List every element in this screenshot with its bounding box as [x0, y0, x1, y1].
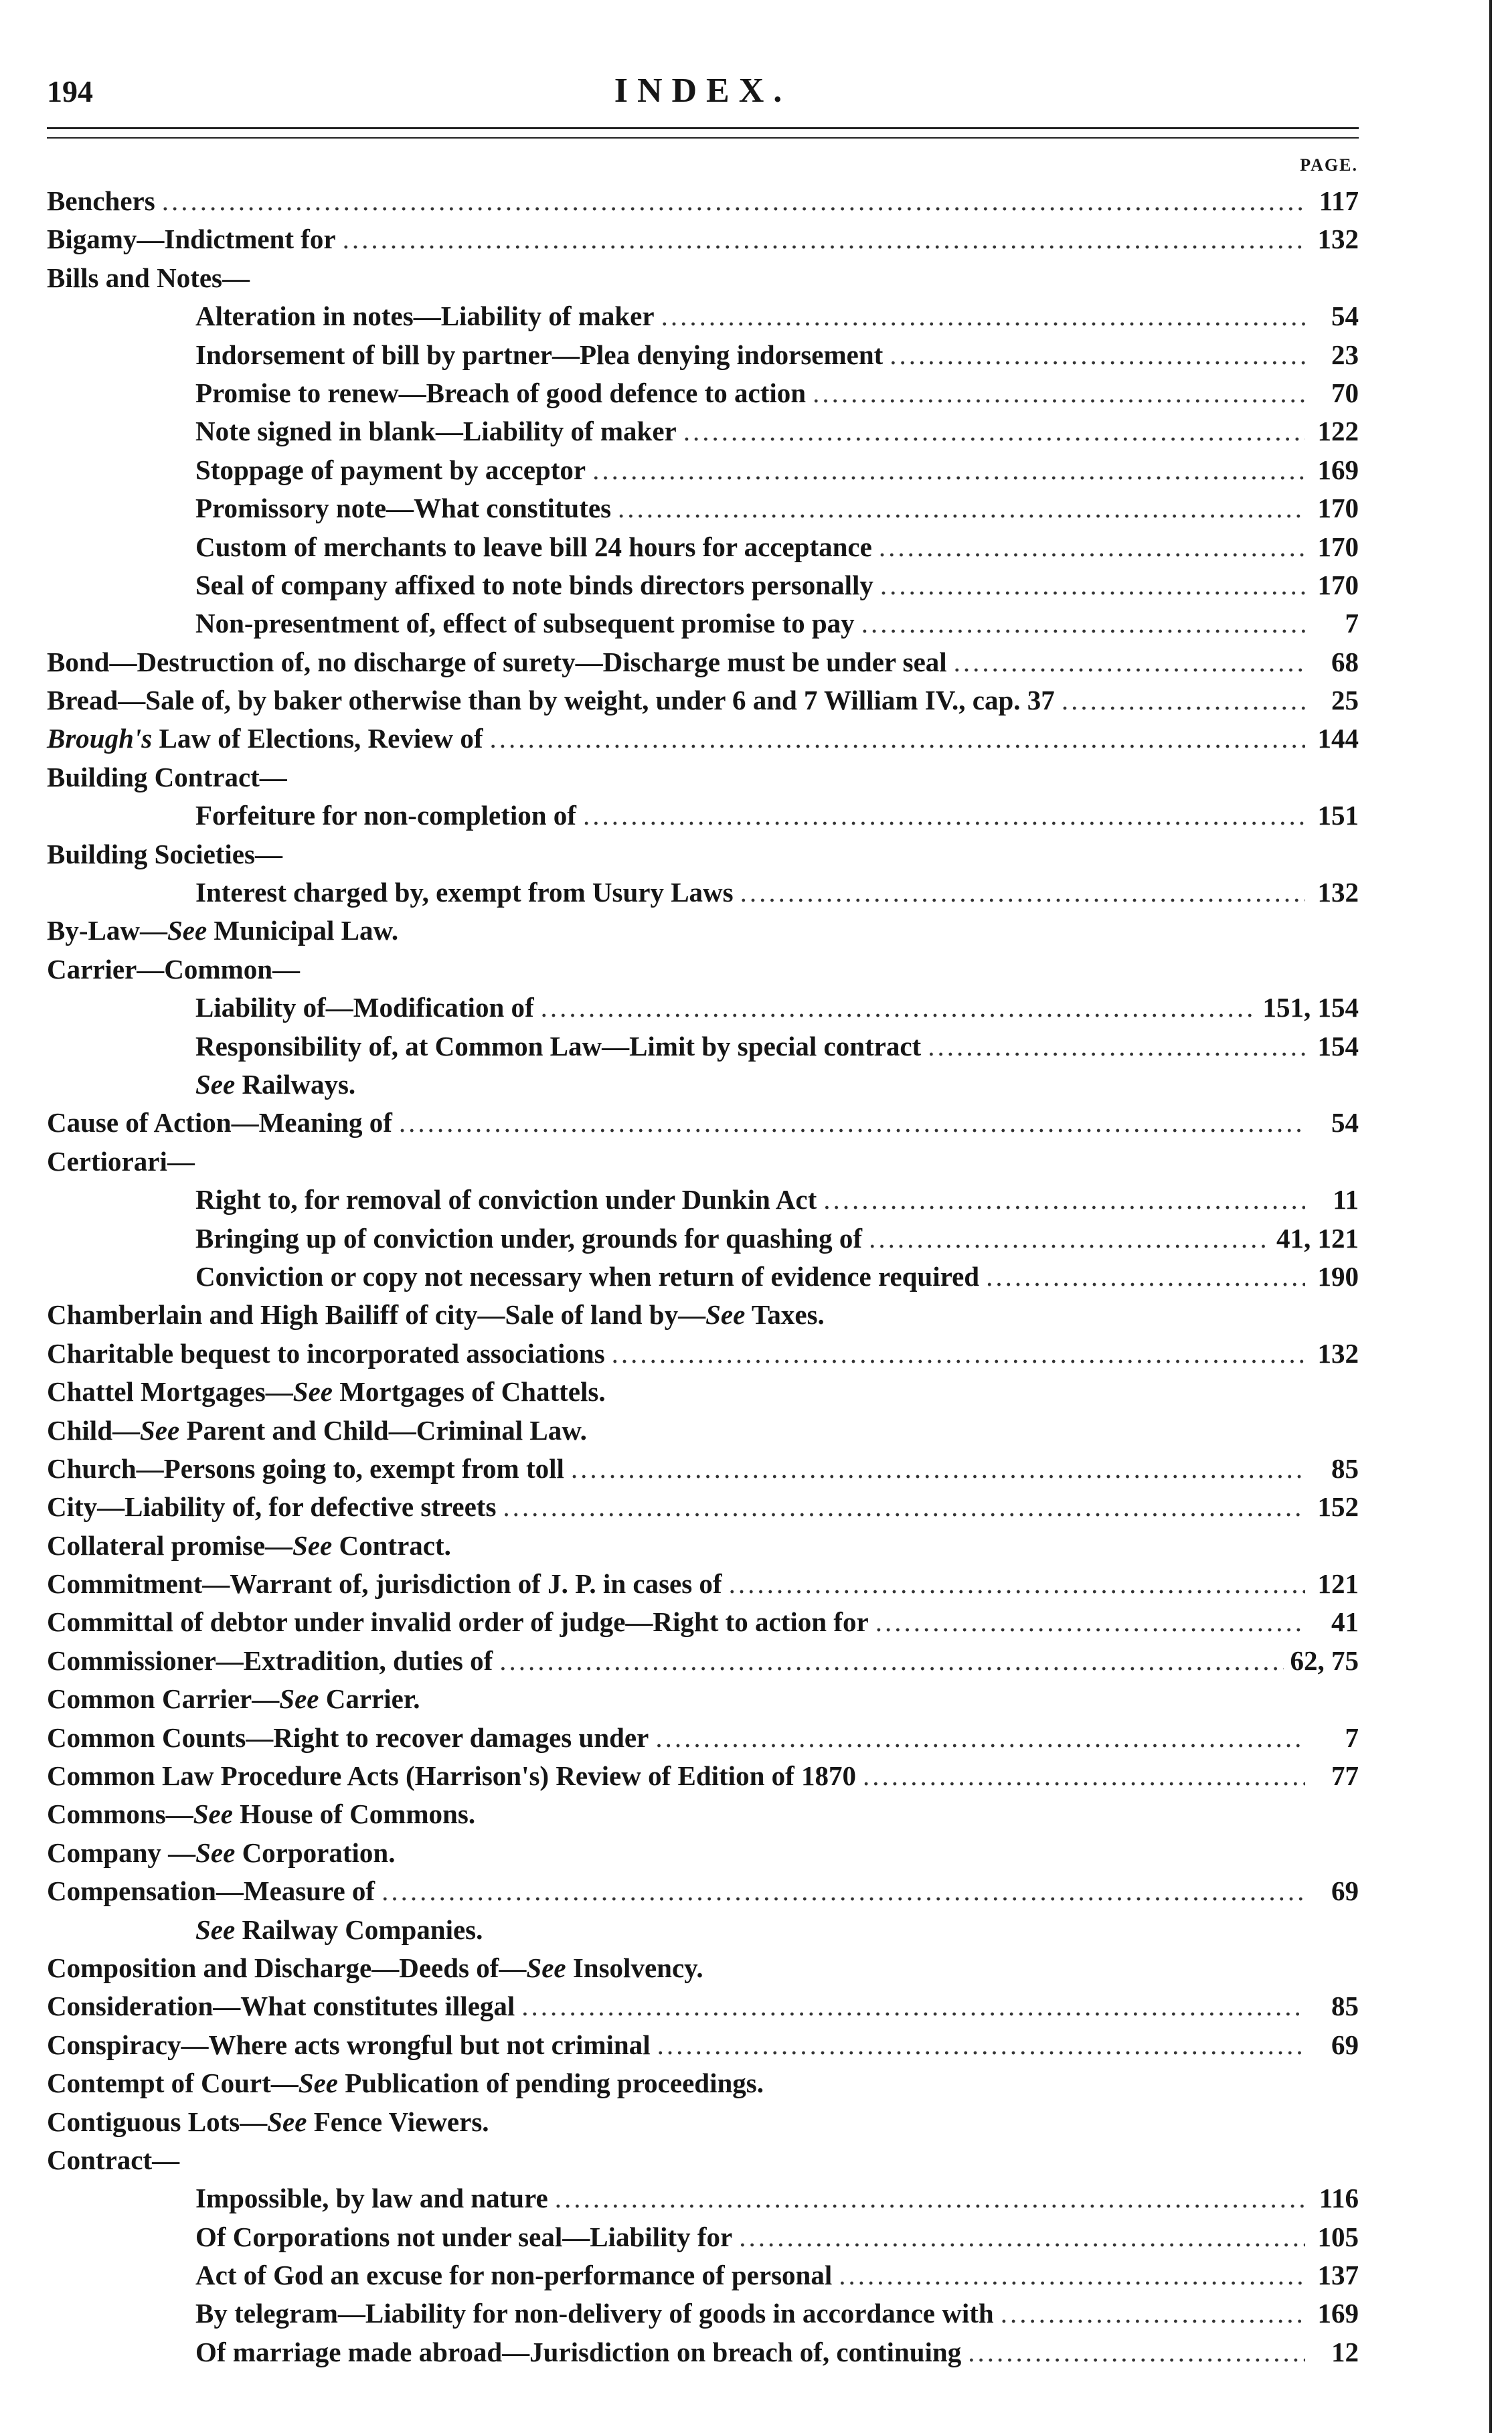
index-entry	[47, 912, 1359, 950]
entry-page-number: 151, 154	[1262, 992, 1359, 1023]
entry-text	[47, 1488, 496, 1526]
entry-text-part: Conviction or copy not necessary when return of evidence required	[195, 1260, 980, 1292]
entry-text-part: Non-presentment of, effect of subsequent promise to pay	[195, 608, 855, 639]
index-subentry	[47, 1911, 1359, 1949]
dot-leader	[1001, 2294, 1305, 2333]
page-column-label: PAGE.	[1300, 155, 1358, 175]
index-entry	[47, 2103, 1359, 2141]
entry-text-part: Responsibility of, at Common Law—Limit by special contract	[195, 1030, 922, 1062]
index-subentry	[47, 2333, 1359, 2371]
entry-text-part: Of Corporations not under seal—Liability for	[195, 2221, 733, 2252]
entry-page-number: 169	[1317, 454, 1359, 485]
index-entry	[47, 1296, 1359, 1334]
entry-text	[47, 758, 287, 796]
entry-page-number: 12	[1331, 2336, 1359, 2367]
index-entry	[47, 1872, 1359, 1910]
entry-page-number: 151	[1317, 800, 1359, 831]
header-rule	[47, 127, 1359, 129]
index-subentry	[47, 451, 1359, 489]
index-subentry	[47, 374, 1359, 412]
entry-text-part: Bond—Destruction of, no discharge of surety—Discharge must be under seal	[47, 646, 947, 677]
running-title: INDEX.	[614, 72, 792, 110]
dot-leader	[928, 1027, 1305, 1066]
entry-text	[195, 873, 734, 912]
entry-text-part: Insolvency.	[566, 1952, 703, 1983]
index-subentry	[47, 1027, 1359, 1066]
index-entry	[47, 1565, 1359, 1603]
entry-text	[195, 796, 576, 835]
entry-text-part: Interest charged by, exempt from Usury Laws	[195, 877, 734, 908]
entry-italic-part: See	[705, 1299, 746, 1331]
entry-page-number: 69	[1331, 1875, 1359, 1907]
entry-italic-part: See	[195, 1914, 236, 1945]
entry-text	[47, 950, 300, 989]
entry-italic-part: See	[292, 1529, 333, 1561]
index-entry	[47, 1143, 1359, 1181]
entry-page-number: 77	[1331, 1760, 1359, 1792]
index-entry	[47, 681, 1359, 720]
entry-text	[47, 1373, 606, 1411]
entry-text	[47, 1565, 722, 1603]
dot-leader	[343, 220, 1305, 258]
index-entry	[47, 1412, 1359, 1450]
entry-text	[195, 1027, 921, 1066]
entry-italic-part: See	[267, 2106, 307, 2137]
dot-leader	[823, 1181, 1305, 1219]
entry-text	[47, 1719, 649, 1757]
entry-text	[47, 259, 250, 297]
index-entry	[47, 1335, 1359, 1373]
entry-text-part: Carrier—Common—	[47, 953, 301, 985]
entry-text	[47, 1527, 451, 1565]
dot-leader	[571, 1450, 1305, 1488]
dot-leader	[729, 1565, 1305, 1603]
entry-text-part: House of Commons.	[232, 1798, 476, 1830]
index-entry	[47, 1373, 1359, 1411]
index-subentry	[47, 1066, 1359, 1104]
entry-page-number: 170	[1317, 569, 1359, 600]
dot-leader	[968, 2333, 1305, 2371]
entry-text-part: Commons—	[47, 1798, 193, 1830]
entry-text	[47, 1757, 856, 1795]
entry-page-number: 54	[1331, 301, 1359, 332]
entry-text-part: Alteration in notes—Liability of maker	[195, 301, 655, 332]
entry-text-part: Seal of company affixed to note binds directors personally	[195, 569, 873, 600]
entry-italic-part: See	[298, 2068, 338, 2099]
entry-text-part: Custom of merchants to leave bill 24 hours for acceptance	[195, 531, 872, 562]
index-entry	[47, 1795, 1359, 1833]
index-subentry	[47, 412, 1359, 450]
entry-italic-part: See	[195, 1068, 236, 1100]
index-entry	[47, 182, 1359, 220]
entry-text-part: Certiorari—	[47, 1145, 195, 1177]
entry-page-number: 144	[1317, 723, 1359, 754]
entry-text-part: Church—Persons going to, exempt from toll	[47, 1452, 564, 1484]
index-subentry	[47, 566, 1359, 604]
entry-text	[47, 1603, 869, 1641]
entry-text	[47, 1680, 420, 1718]
entry-text	[195, 2256, 832, 2294]
entry-text	[47, 1450, 564, 1488]
entry-text-part: Publication of pending proceedings.	[338, 2068, 764, 2099]
entry-text-part: City—Liability of, for defective streets	[47, 1491, 497, 1523]
entry-text-part: By telegram—Liability for non-delivery of goods in accordance with	[195, 2298, 994, 2329]
entry-text-part: Indorsement of bill by partner—Plea denying indorsement	[195, 339, 884, 370]
entry-text	[47, 643, 947, 681]
entry-text	[47, 720, 483, 758]
dot-leader	[382, 1872, 1305, 1910]
entry-text-part: Collateral promise—	[47, 1529, 293, 1561]
entry-text-part: Conspiracy—Where acts wrongful but not criminal	[47, 2029, 651, 2060]
entry-text-part: By-Law—	[47, 915, 167, 946]
entry-text	[47, 1412, 587, 1450]
entry-page-number: 169	[1317, 2298, 1359, 2329]
index-subentry	[47, 989, 1359, 1027]
dot-leader	[655, 1719, 1305, 1757]
index-subentry	[47, 528, 1359, 566]
entry-text-part: Promissory note—What constitutes	[195, 493, 612, 524]
entry-text-part: Bringing up of conviction under, grounds for quashing of	[195, 1222, 863, 1254]
index-entry	[47, 1834, 1359, 1872]
dot-leader	[657, 2026, 1305, 2064]
entry-text-part: Chattel Mortgages—	[47, 1376, 293, 1408]
entry-text-part: Railway Companies.	[235, 1914, 483, 1945]
entry-text-part: Mortgages of Chattels.	[332, 1376, 606, 1408]
entry-text	[195, 2333, 961, 2371]
entry-page-number: 122	[1317, 416, 1359, 447]
dot-leader	[869, 1220, 1270, 1258]
entry-page-number: 62, 75	[1290, 1645, 1359, 1676]
entry-text-part: Benchers	[47, 185, 155, 216]
dot-leader	[612, 1335, 1305, 1373]
index-subentry	[47, 873, 1359, 912]
dot-leader	[890, 336, 1305, 374]
entry-text-part: Municipal Law.	[207, 915, 399, 946]
entry-page-number: 117	[1319, 185, 1359, 216]
entry-text-part: Railways.	[235, 1068, 356, 1100]
index-entry	[47, 1987, 1359, 2025]
entry-italic-part: See	[279, 1683, 319, 1715]
dot-leader	[813, 374, 1305, 412]
entry-text	[195, 2218, 732, 2256]
index-entry	[47, 950, 1359, 989]
dot-leader	[503, 1488, 1305, 1526]
index-entry	[47, 720, 1359, 758]
entry-italic-part: See	[292, 1376, 333, 1408]
entry-text	[47, 2026, 651, 2064]
entry-text	[47, 220, 336, 258]
dot-leader	[162, 182, 1305, 220]
dot-leader	[740, 873, 1305, 912]
entry-page-number: 11	[1333, 1184, 1359, 1215]
dot-leader	[880, 566, 1305, 604]
entry-text	[195, 1258, 979, 1296]
dot-leader	[583, 796, 1305, 835]
index-subentry	[47, 2256, 1359, 2294]
entry-text-part: Fence Viewers.	[307, 2106, 489, 2137]
dot-leader	[739, 2218, 1305, 2256]
entry-text	[47, 2103, 489, 2141]
entry-italic-part: See	[526, 1952, 566, 1983]
entry-text	[195, 566, 873, 604]
entry-text-part: Company —	[47, 1837, 196, 1868]
entry-text	[47, 681, 1055, 720]
entry-text-part: Contempt of Court—	[47, 2068, 299, 2099]
dot-leader	[618, 489, 1305, 527]
entry-page-number: 132	[1317, 877, 1359, 908]
entry-italic-part: See	[167, 915, 207, 946]
entry-text-part: Of marriage made abroad—Jurisdiction on breach of, continuing	[195, 2336, 962, 2367]
dot-leader	[541, 989, 1256, 1027]
entry-text-part: Composition and Discharge—Deeds of—	[47, 1952, 527, 1983]
index-subentry	[47, 336, 1359, 374]
entry-text-part: Contiguous Lots—	[47, 2106, 268, 2137]
index-entry	[47, 2026, 1359, 2064]
index-entry	[47, 835, 1359, 873]
entry-text	[47, 182, 155, 220]
index-entry	[47, 1949, 1359, 1987]
dot-leader	[489, 720, 1305, 758]
entry-italic-part: Brough's	[47, 723, 153, 754]
entry-text-part: Chamberlain and High Bailiff of city—Sale of land by—	[47, 1299, 706, 1331]
entry-text	[195, 1066, 355, 1104]
entry-text-part: Bigamy—Indictment for	[47, 224, 336, 255]
entry-text	[195, 1181, 817, 1219]
entry-text	[47, 1642, 493, 1680]
index-entry	[47, 1757, 1359, 1795]
entry-page-number: 132	[1317, 224, 1359, 255]
entry-page-number: 70	[1331, 377, 1359, 408]
entry-page-number: 116	[1319, 2183, 1359, 2214]
entry-text	[47, 1872, 375, 1910]
entry-italic-part: See	[195, 1837, 236, 1868]
entry-text-part: Right to, for removal of conviction under Dunkin Act	[195, 1184, 817, 1215]
page-header	[47, 67, 1359, 120]
entry-page-number: 154	[1317, 1030, 1359, 1062]
index-entry	[47, 1603, 1359, 1641]
entry-page-number: 41	[1331, 1606, 1359, 1638]
index-subentry	[47, 796, 1359, 835]
entry-text-part: Impossible, by law and nature	[195, 2183, 548, 2214]
entry-text-part: Common Law Procedure Acts (Harrison's) Review of Edition of 1870	[47, 1760, 857, 1792]
entry-text	[195, 989, 534, 1027]
entry-text-part: Cause of Action—Meaning of	[47, 1107, 392, 1139]
entry-text	[47, 1834, 395, 1872]
index-subentry	[47, 1181, 1359, 1219]
index-entry	[47, 259, 1359, 297]
entry-text	[47, 912, 398, 950]
entry-text	[195, 336, 883, 374]
index-entries	[47, 182, 1359, 2371]
dot-leader	[954, 643, 1305, 681]
index-entry	[47, 1642, 1359, 1680]
index-subentry	[47, 2294, 1359, 2333]
entry-page-number: 132	[1317, 1337, 1359, 1369]
entry-text-part: Parent and Child—Criminal Law.	[179, 1414, 587, 1446]
entry-text-part: Child—	[47, 1414, 140, 1446]
index-subentry	[47, 297, 1359, 335]
entry-text	[195, 2179, 548, 2217]
entry-text	[195, 297, 655, 335]
index-entry	[47, 1680, 1359, 1718]
entry-text	[195, 1911, 483, 1949]
index-entry	[47, 758, 1359, 796]
entry-text-part: Carrier.	[319, 1683, 420, 1715]
index-entry	[47, 1527, 1359, 1565]
entry-page-number: 105	[1317, 2221, 1359, 2252]
index-entry	[47, 643, 1359, 681]
entry-text-part: Compensation—Measure of	[47, 1875, 375, 1907]
entry-text	[47, 1949, 703, 1987]
dot-leader	[839, 2256, 1305, 2294]
entry-text	[195, 374, 806, 412]
entry-text	[195, 412, 677, 450]
entry-text-part: Commissioner—Extradition, duties of	[47, 1645, 493, 1676]
entry-text-part: Act of God an excuse for non-performance of personal	[195, 2260, 833, 2291]
dot-leader	[661, 297, 1305, 335]
entry-text	[195, 1220, 862, 1258]
entry-text-part: Law of Elections, Review of	[152, 723, 483, 754]
entry-text	[47, 1335, 605, 1373]
index-subentry	[47, 604, 1359, 643]
entry-text-part: Contract—	[47, 2144, 180, 2175]
entry-text	[47, 1104, 392, 1142]
dot-leader	[521, 1987, 1305, 2025]
entry-text-part: Consideration—What constitutes illegal	[47, 1991, 515, 2022]
entry-text-part: Note signed in blank—Liability of maker	[195, 416, 677, 447]
entry-page-number: 25	[1331, 685, 1359, 716]
entry-page-number: 41, 121	[1276, 1222, 1359, 1254]
header-rule-thin	[47, 137, 1359, 139]
index-subentry	[47, 2179, 1359, 2217]
entry-page-number: 121	[1317, 1568, 1359, 1600]
page-number: 194	[47, 74, 93, 108]
entry-text	[47, 2141, 179, 2179]
entry-text	[195, 604, 855, 643]
dot-leader	[879, 528, 1305, 566]
index-entry	[47, 220, 1359, 258]
dot-leader	[555, 2179, 1305, 2217]
entry-text-part: Building Contract—	[47, 761, 287, 792]
entry-text-part: Contract.	[332, 1529, 451, 1561]
entry-text-part: Liability of—Modification of	[195, 992, 534, 1023]
entry-page-number: 190	[1317, 1260, 1359, 1292]
index-subentry	[47, 489, 1359, 527]
entry-text	[47, 2064, 764, 2102]
entry-text-part: Charitable bequest to incorporated associations	[47, 1337, 605, 1369]
index-entry	[47, 2141, 1359, 2179]
entry-text	[47, 1143, 195, 1181]
entry-text-part: Promise to renew—Breach of good defence to action	[195, 377, 807, 408]
dot-leader	[499, 1642, 1283, 1680]
entry-page-number: 170	[1317, 493, 1359, 524]
entry-page-number: 137	[1317, 2260, 1359, 2291]
dot-leader	[861, 604, 1305, 643]
index-entry	[47, 1719, 1359, 1757]
dot-leader	[863, 1757, 1305, 1795]
dot-leader	[592, 451, 1305, 489]
entry-page-number: 23	[1331, 339, 1359, 370]
entry-text-part: Stoppage of payment by acceptor	[195, 454, 586, 485]
entry-page-number: 68	[1331, 646, 1359, 677]
entry-text	[47, 1987, 515, 2025]
index-entry	[47, 2064, 1359, 2102]
entry-text	[195, 528, 872, 566]
index-subentry	[47, 1258, 1359, 1296]
dot-leader	[683, 412, 1305, 450]
entry-text-part: Forfeiture for non-completion of	[195, 800, 576, 831]
entry-text	[47, 1296, 825, 1334]
index-subentry	[47, 1220, 1359, 1258]
entry-text-part: Commitment—Warrant of, jurisdiction of J. P. in cases of	[47, 1568, 722, 1600]
entry-text	[47, 835, 282, 873]
entry-page-number: 85	[1331, 1991, 1359, 2022]
index-entry	[47, 1488, 1359, 1526]
entry-text-part: Bread—Sale of, by baker otherwise than by weight, under 6 and 7 William IV., cap. 37	[47, 685, 1055, 716]
dot-leader	[875, 1603, 1305, 1641]
margin-line	[1489, 0, 1492, 2433]
dot-leader	[1062, 681, 1305, 720]
entry-page-number: 7	[1345, 1722, 1359, 1753]
index-entry	[47, 1450, 1359, 1488]
entry-text-part: Building Societies—	[47, 838, 282, 869]
entry-page-number: 69	[1331, 2029, 1359, 2060]
entry-text-part: Bills and Notes—	[47, 262, 250, 293]
entry-text-part: Committal of debtor under invalid order of judge—Right to action for	[47, 1606, 869, 1638]
index-entry	[47, 1104, 1359, 1142]
entry-text	[195, 2294, 994, 2333]
entry-italic-part: See	[140, 1414, 180, 1446]
entry-page-number: 7	[1345, 608, 1359, 639]
index-subentry	[47, 2218, 1359, 2256]
entry-page-number: 85	[1331, 1452, 1359, 1484]
entry-text	[47, 1795, 475, 1833]
dot-leader	[399, 1104, 1305, 1142]
entry-text-part: Common Counts—Right to recover damages under	[47, 1722, 649, 1753]
entry-text	[195, 451, 586, 489]
entry-text	[195, 489, 611, 527]
entry-text-part: Taxes.	[745, 1299, 825, 1331]
entry-page-number: 152	[1317, 1491, 1359, 1523]
entry-text-part: Corporation.	[235, 1837, 396, 1868]
dot-leader	[986, 1258, 1305, 1296]
entry-page-number: 170	[1317, 531, 1359, 562]
entry-italic-part: See	[193, 1798, 233, 1830]
entry-text-part: Common Carrier—	[47, 1683, 280, 1715]
entry-page-number: 54	[1331, 1107, 1359, 1139]
